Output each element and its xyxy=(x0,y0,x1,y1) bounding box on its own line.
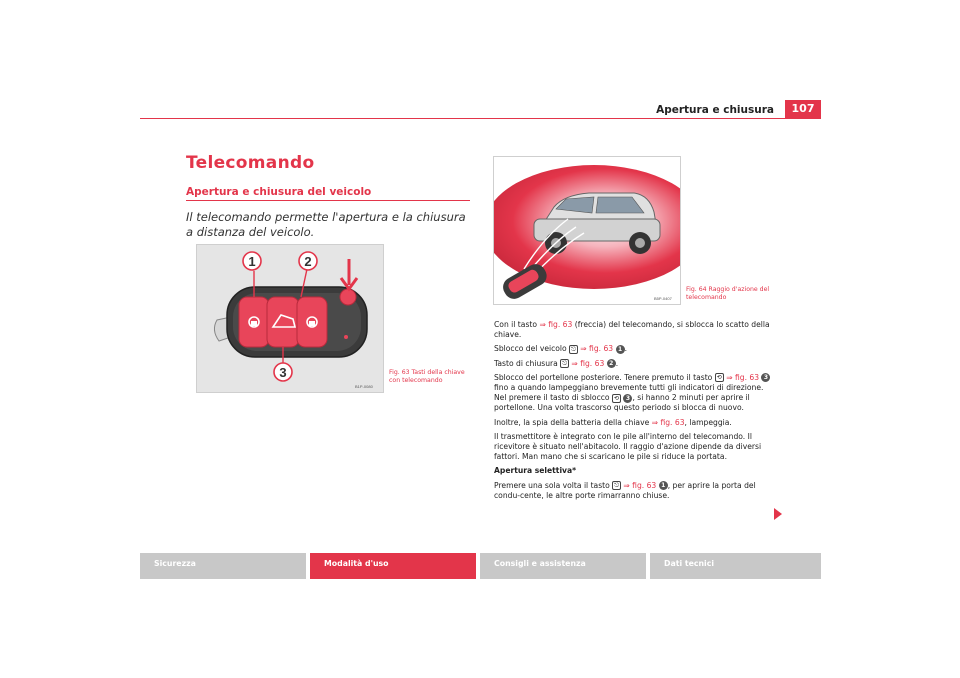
tab-sicurezza[interactable]: Sicurezza xyxy=(140,553,306,579)
figure-link[interactable]: ⇒ fig. 63 xyxy=(580,344,614,354)
paragraph-release: Con il tasto ⇒ fig. 63 (freccia) del telecomando, si sblocca lo scatto della chiave. xyxy=(494,320,770,340)
figure-63-key-image xyxy=(196,244,384,393)
figure-64-range-image xyxy=(493,156,681,305)
header-rule xyxy=(140,118,821,119)
tab-modalita-duso[interactable]: Modalità d'uso xyxy=(310,553,476,579)
trunk-key-icon: ⟲ xyxy=(716,374,722,382)
tab-dati-tecnici[interactable]: Dati tecnici xyxy=(650,553,821,579)
subsection-rule xyxy=(186,200,470,201)
trunk-key-icon: ⟲ xyxy=(613,394,620,402)
figure-63-code: B1P-0080 xyxy=(355,384,373,389)
paragraph-selective: Premere una sola volta il tasto ⎋ ⇒ fig. 63 1 , per aprire la porta del condu-cente, le altre porte rimarranno chiuse. xyxy=(494,480,756,500)
callout-ref-3: 3 xyxy=(761,373,770,382)
paragraph-battery: Inoltre, la spia della batteria della chiave ⇒ fig. 63, lampeggia. xyxy=(494,417,732,427)
callout-ref-3: 3 xyxy=(623,394,632,403)
body-text xyxy=(494,320,772,505)
callout-ref-1: 1 xyxy=(616,345,625,354)
callout-3: 3 xyxy=(279,365,287,380)
figure-link[interactable]: ⇒ fig. 63 xyxy=(571,358,605,368)
figure-link[interactable]: ⇒ fig. 63 xyxy=(539,320,573,329)
paragraph-heading-selective: Apertura selettiva* xyxy=(494,466,577,476)
callout-2: 2 xyxy=(304,254,312,269)
subsection-title: Apertura e chiusura del veicolo xyxy=(186,186,372,198)
paragraph-trunk: Sblocco del portellone posteriore. Tenere premuto il tasto ⟲ ⇒ fig. 63 3 fino a quando lampeggiano brevemente tutti gli indicatori di direzione. Nel premere il tasto di sblocco ⟲ 3 , si hanno 2 minuti per aprire il portellone. Una volta trascorso questo periodo si blocca di nuovo. xyxy=(494,373,772,414)
tab-consigli-e-assistenza[interactable]: Consigli e assistenza xyxy=(480,553,646,579)
remote-range-illustration xyxy=(494,157,680,304)
callout-ref-2: 2 xyxy=(607,359,616,368)
intro-text: Il telecomando permette l'apertura e la chiusura a distanza del veicolo. xyxy=(186,210,466,239)
unlock-key-icon: ⎋ xyxy=(614,482,619,490)
paragraph-unlock: Sblocco del veicolo ⎋ ⇒ fig. 63 1 . xyxy=(494,344,627,354)
remote-key-illustration xyxy=(197,245,383,392)
figure-63-caption: Fig. 63 Tasti della chiave con telecomando xyxy=(389,369,465,384)
callout-1: 1 xyxy=(248,254,256,269)
figure-link[interactable]: ⇒ fig. 63 xyxy=(623,480,657,490)
running-header-title: Apertura e chiusura xyxy=(656,104,774,116)
paragraph-lock: Tasto di chiusura ⎋ ⇒ fig. 63 2 . xyxy=(494,358,619,368)
next-page-arrow-icon[interactable] xyxy=(774,508,782,520)
paragraph-transmitter: Il trasmettitore è integrato con le pile all'interno del telecomando. Il ricevitore è situato nell'abitacolo. Il raggio d'azione dipende da diversi fattori. Man mano che si scaricano le pile si riduce la portata. xyxy=(494,431,762,462)
figure-link[interactable]: ⇒ fig. 63 xyxy=(651,417,685,427)
section-title: Telecomando xyxy=(186,153,315,173)
lock-key-icon: ⎋ xyxy=(562,360,567,368)
figure-64-caption: Fig. 64 Raggio d'azione del telecomando xyxy=(686,286,770,301)
figure-64-code: B5P-0407 xyxy=(654,296,672,301)
page-number: 107 xyxy=(785,100,821,118)
callout-ref-1: 1 xyxy=(659,481,668,490)
figure-link[interactable]: ⇒ fig. 63 xyxy=(726,372,760,382)
unlock-key-icon: ⎋ xyxy=(571,345,576,353)
